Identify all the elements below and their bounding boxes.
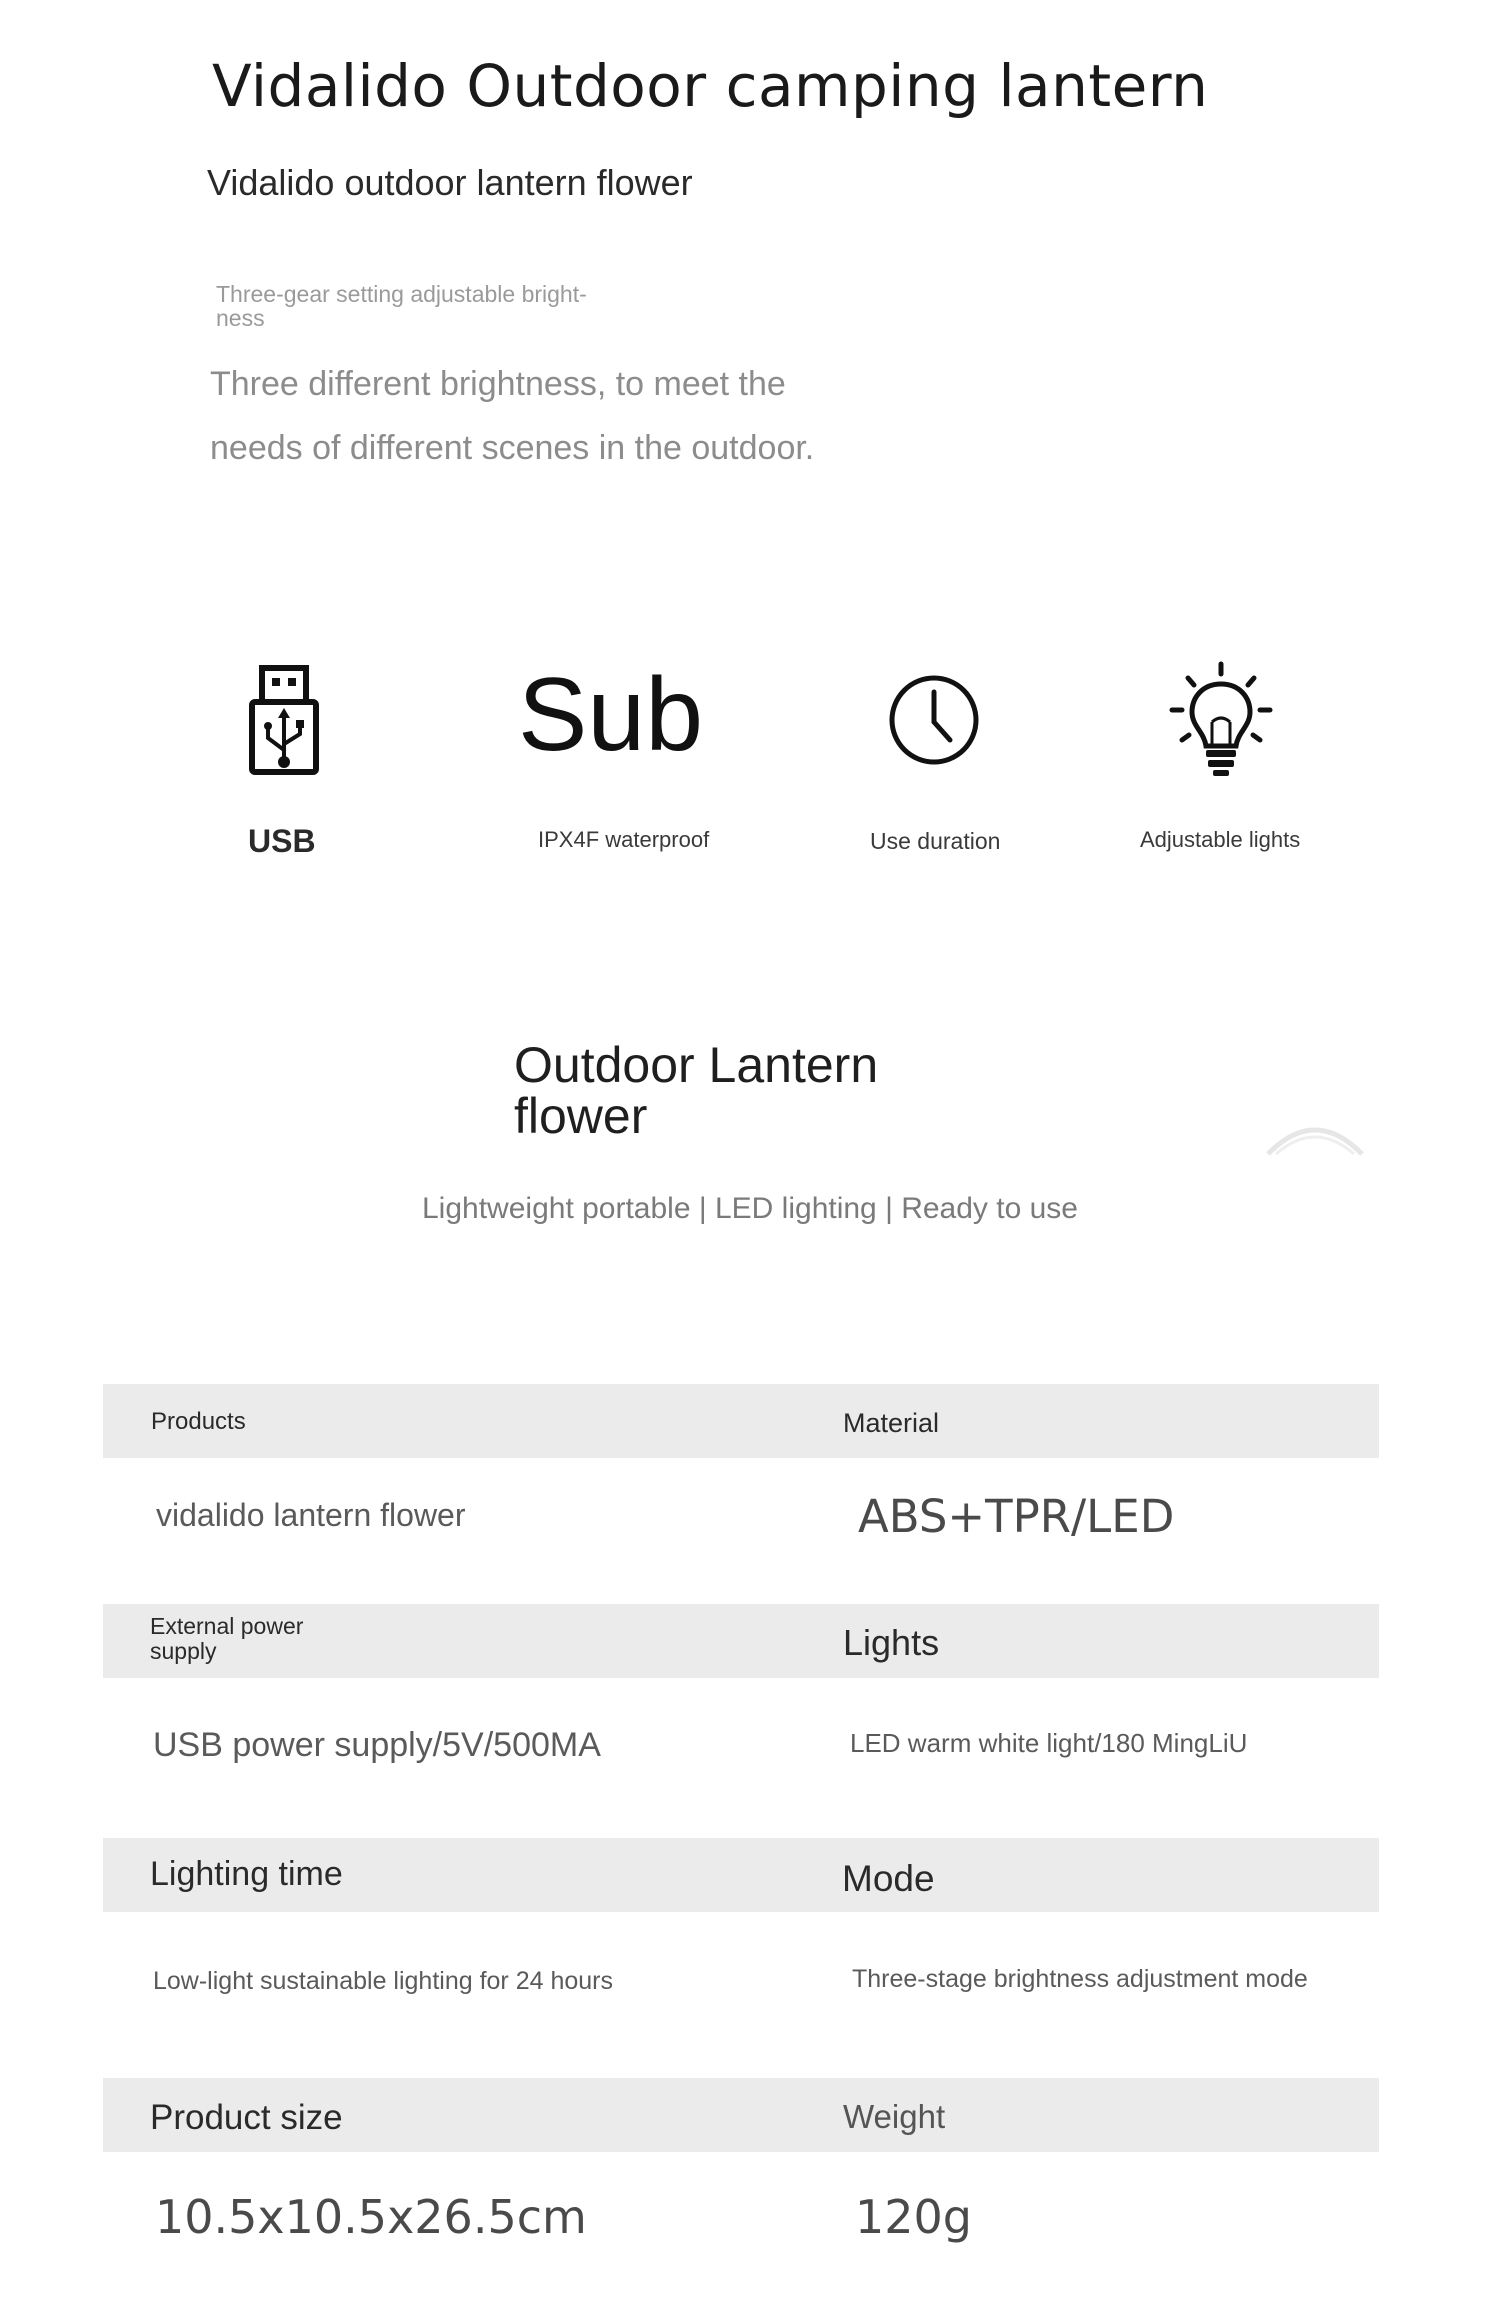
spec-value-power: USB power supply/5V/500MA: [153, 1726, 601, 1764]
spec-value-material: ABS+TPR/LED: [858, 1490, 1175, 1543]
spec-head-mode: Mode: [842, 1858, 935, 1899]
spec-head-lights: Lights: [843, 1622, 940, 1663]
lantern-handle-icon: [1262, 1120, 1368, 1165]
usb-label: USB: [248, 823, 316, 859]
feature-description: Three different brightness, to meet the needs of different scenes in the outdoor.: [210, 365, 815, 467]
use-duration-label: Use duration: [870, 828, 1001, 854]
spec-head-products: Products: [151, 1408, 246, 1435]
section-title: Outdoor Lantern flower: [514, 1037, 879, 1144]
spec-head-material: Material: [843, 1408, 940, 1438]
adjustable-lights-label: Adjustable lights: [1140, 827, 1301, 852]
page-subtitle: Vidalido outdoor lantern flower: [207, 162, 693, 203]
spec-value-products: vidalido lantern flower: [156, 1497, 466, 1533]
spec-value-weight: 120g: [855, 2190, 972, 2244]
feature-label: Three-gear setting adjustable bright-ness: [216, 281, 587, 331]
section-tagline: Lightweight portable | LED lighting | Ready to use: [422, 1192, 1078, 1225]
sub-icon-text: Sub: [518, 657, 704, 773]
page-title: Vidalido Outdoor camping lantern: [212, 52, 1209, 120]
spec-head-weight: Weight: [843, 2098, 946, 2135]
clock-icon: [888, 674, 980, 771]
spec-value-lights: LED warm white light/180 MingLiU: [850, 1728, 1248, 1758]
spec-head-size: Product size: [150, 2098, 343, 2137]
usb-icon: [248, 664, 320, 783]
spec-header-row: [103, 1384, 1379, 1458]
lightbulb-icon: [1166, 660, 1276, 785]
spec-head-lighting-time: Lighting time: [150, 1855, 343, 1893]
spec-value-mode: Three-stage brightness adjustment mode: [852, 1965, 1308, 1993]
spec-value-size: 10.5x10.5x26.5cm: [155, 2190, 587, 2244]
spec-value-lighting-time: Low-light sustainable lighting for 24 hours: [153, 1967, 613, 1995]
spec-head-power: External power supply: [150, 1613, 304, 1664]
waterproof-label: IPX4F waterproof: [538, 827, 710, 852]
